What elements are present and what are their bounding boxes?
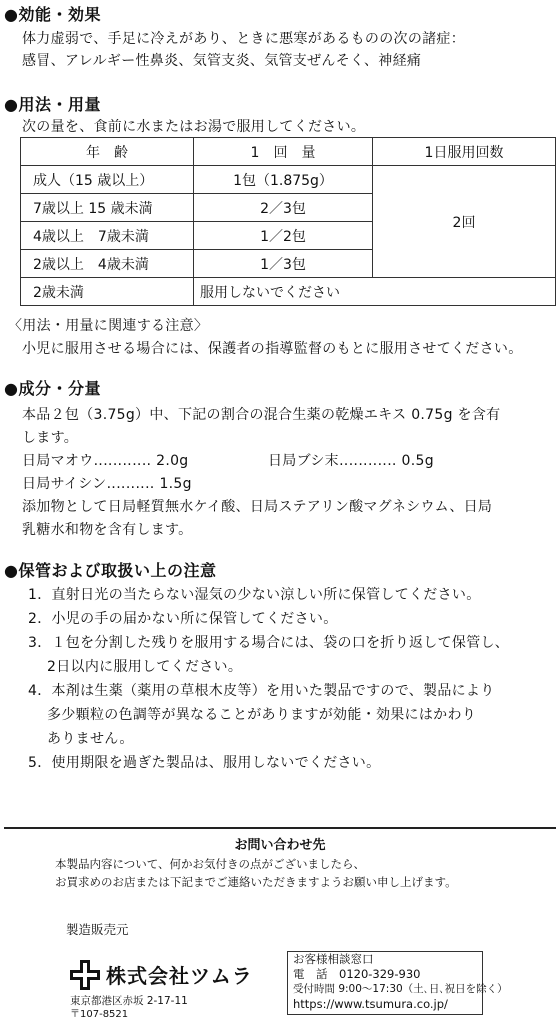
table-header-row (21, 138, 556, 166)
dosage-note: 小児に服用させる場合には、保護者の指導監督のもとに服用させてください。 (22, 341, 523, 357)
daily-cell: 2回 (373, 166, 556, 278)
contact-hours: 受付時間 9:00～17:30（土､日､祝日を除く） (293, 983, 508, 995)
dosage-intro: 次の量を、食前に水またはお湯で服用してください。 (22, 119, 366, 135)
dose-cell: 1包（1.875g） (194, 166, 373, 194)
dosage-heading: ●用法・用量 (4, 95, 101, 114)
additives-text-2: 乳糖水和物を含有します。 (22, 522, 193, 538)
table-row (21, 166, 556, 194)
col-header-age: 年 齢 (21, 138, 194, 166)
dosage-note-title: 〈用法・用量に関連する注意〉 (8, 318, 209, 334)
age-cell: 2歳以上 4歳未満 (21, 250, 194, 278)
col-header-daily: 1日服用回数 (373, 138, 556, 166)
inquiry-title: お問い合わせ先 (234, 838, 326, 853)
inquiry-text-1: 本製品内容について、何かお気付きの点がございましたら、 (55, 857, 366, 871)
tsumura-logo-icon (70, 960, 100, 990)
age-cell: 成人（15 歳以上） (21, 166, 194, 194)
inquiry-text-2: お買求めのお店または下記までご連絡いただきますようお願い申し上げます。 (55, 875, 457, 889)
maker-label: 製造販売元 (66, 922, 129, 937)
dosage-table (20, 137, 556, 306)
age-cell: 7歳以上 15 歳未満 (21, 194, 194, 222)
storage-item-3: 3．１包を分割した残りを服用する場合には、袋の口を折り返して保管し、 (28, 635, 510, 651)
customer-contact-box (287, 951, 508, 1015)
ingredient-bushi: 日局ブシ末‥‥‥‥‥‥ 0.5g (268, 453, 434, 469)
efficacy-text-2: 感冒、アレルギー性鼻炎、気管支炎、気管支ぜんそく、神経痛 (22, 53, 422, 69)
age-cell: 4歳以上 7歳未満 (21, 222, 194, 250)
contact-phone: 電 話 0120-329-930 (293, 967, 421, 981)
dose-cell: 2／3包 (194, 194, 373, 222)
dose-cell: 1／2包 (194, 222, 373, 250)
ingredient-mao: 日局マオウ‥‥‥‥‥‥ 2.0g (22, 453, 189, 469)
contact-url[interactable]: https://www.tsumura.co.jp/ (293, 997, 448, 1011)
storage-item-3-cont: 2日以内に服用してください。 (28, 659, 243, 675)
section-divider (4, 827, 556, 829)
storage-item-4-cont: 多少顆粒の色調等が異なることがありますが効能・効果にはかわり (28, 707, 477, 723)
storage-item-4-cont2: ありません。 (28, 731, 134, 747)
efficacy-text-1: 体力虚弱で、手足に冷えがあり、ときに悪寒があるものの次の諸症： (22, 31, 466, 47)
ingredients-text-1: 本品２包（3.75g）中、下記の割合の混合生薬の乾燥エキス 0.75g を含有 (22, 407, 501, 423)
storage-heading: ●保管および取扱い上の注意 (4, 561, 217, 580)
storage-item-2: 2．小児の手の届かない所に保管してください。 (28, 611, 338, 627)
storage-item-4: 4．本剤は生薬（薬用の草根木皮等）を用いた製品ですので、製品により (28, 683, 495, 699)
age-cell: 2歳未満 (21, 278, 194, 306)
storage-item-5: 5．使用期限を過ぎた製品は、服用しないでください。 (28, 755, 381, 771)
company-address: 東京都港区赤坂 2-17-11 (70, 995, 188, 1007)
table-row (21, 278, 556, 306)
dose-cell: 1／3包 (194, 250, 373, 278)
dose-cell: 服用しないでください (194, 278, 556, 306)
ingredients-heading: ●成分・分量 (4, 379, 101, 398)
company-name: 株式会社ツムラ (106, 964, 253, 988)
col-header-dose: 1 回 量 (194, 138, 373, 166)
ingredients-text-2: します。 (22, 430, 79, 446)
ingredient-saishin: 日局サイシン‥‥‥‥‥ 1.5g (22, 476, 192, 492)
company-postal: 〒107-8521 (70, 1009, 129, 1020)
storage-item-1: 1．直射日光の当たらない湿気の少ない涼しい所に保管してください。 (28, 587, 481, 603)
contact-title: お客様相談窓口 (293, 952, 374, 966)
efficacy-heading: ●効能・効果 (4, 5, 101, 24)
additives-text-1: 添加物として日局軽質無水ケイ酸、日局ステアリン酸マグネシウム、日局 (22, 499, 493, 515)
